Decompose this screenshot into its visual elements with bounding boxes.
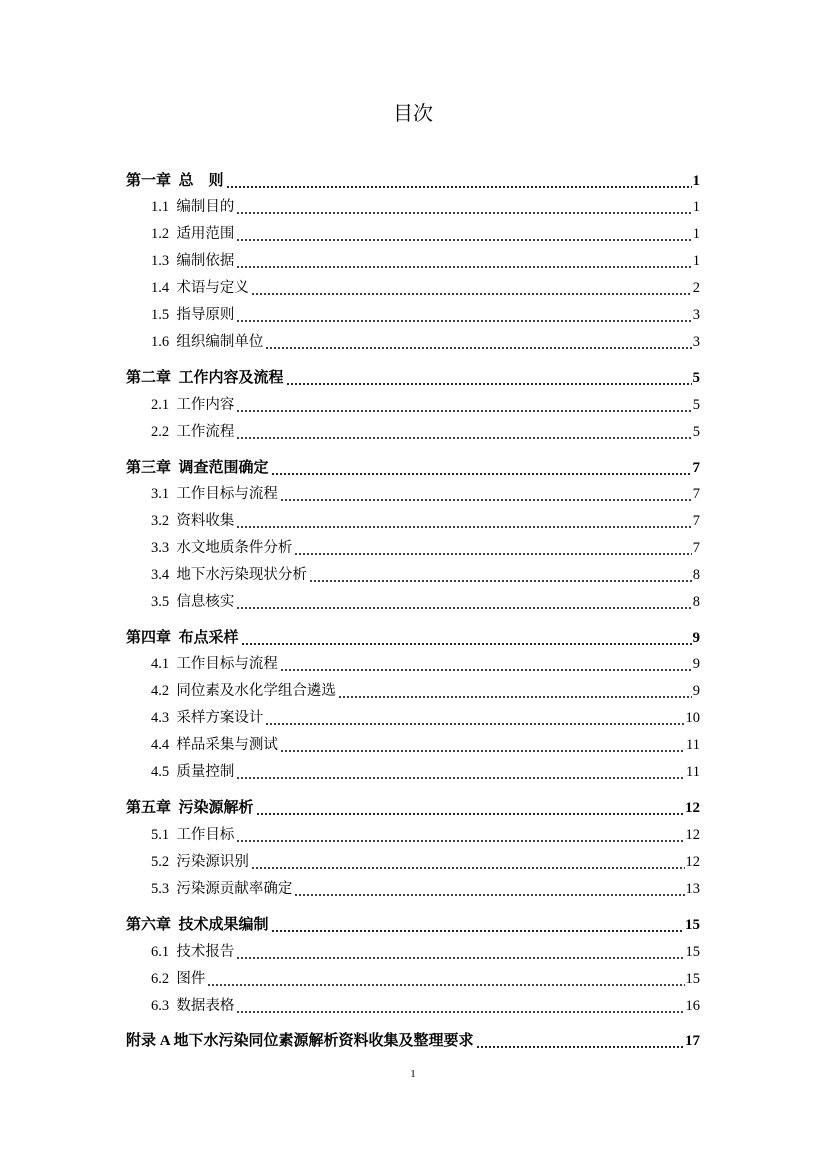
toc-entry-label: 1.2 适用范围 xyxy=(151,226,235,242)
toc-entry-page: 11 xyxy=(686,764,700,780)
toc-section-entry[interactable] xyxy=(0,275,826,297)
toc-entry-page: 9 xyxy=(692,630,700,646)
toc-entry-label: 3.3 水文地质条件分析 xyxy=(151,540,293,556)
toc-dot-leader xyxy=(476,1032,684,1050)
toc-section-entry[interactable] xyxy=(0,876,826,898)
toc-dot-leader xyxy=(236,593,691,611)
toc-entry-page: 15 xyxy=(685,971,700,987)
toc-entry-page: 8 xyxy=(692,567,700,583)
toc-entry-label: 第三章 调查范围确定 xyxy=(126,460,269,476)
toc-section-entry[interactable] xyxy=(0,481,826,503)
toc-section-entry[interactable] xyxy=(0,535,826,557)
toc-dot-leader xyxy=(265,709,684,727)
toc-entry-page: 5 xyxy=(692,370,700,386)
toc-entry-label: 1.5 指导原则 xyxy=(151,307,235,323)
toc-entry-label: 5.3 污染源贡献率确定 xyxy=(151,881,293,897)
toc-section-entry[interactable] xyxy=(0,508,826,530)
toc-section-entry[interactable] xyxy=(0,732,826,754)
toc-dot-leader xyxy=(236,997,684,1015)
toc-entry-page: 1 xyxy=(692,199,700,215)
toc-entry-label: 3.4 地下水污染现状分析 xyxy=(151,567,307,583)
page-title: 目次 xyxy=(393,103,433,125)
toc-section-entry[interactable] xyxy=(0,562,826,584)
toc-dot-leader xyxy=(236,306,691,324)
toc-entry-page: 9 xyxy=(692,656,700,672)
toc-entry-label: 4.2 同位素及水化学组合遴选 xyxy=(151,683,336,699)
toc-section-entry[interactable] xyxy=(0,194,826,216)
toc-entry-page: 5 xyxy=(692,397,700,413)
toc-entry-page: 1 xyxy=(692,173,700,189)
toc-dot-leader xyxy=(286,369,692,387)
toc-section-entry[interactable] xyxy=(0,302,826,324)
toc-dot-leader xyxy=(271,916,684,934)
toc-entry-page: 2 xyxy=(692,280,700,296)
toc-dot-leader xyxy=(271,459,692,477)
toc-entry-label: 6.2 图件 xyxy=(151,971,206,987)
toc-dot-leader xyxy=(280,655,692,673)
toc-entry-page: 7 xyxy=(692,540,700,556)
toc-entry-label: 5.1 工作目标 xyxy=(151,827,235,843)
toc-dot-leader xyxy=(236,225,691,243)
toc-dot-leader xyxy=(241,629,692,647)
toc-entry-page: 3 xyxy=(692,307,700,323)
toc-chapter-entry[interactable] xyxy=(0,365,826,387)
toc-chapter-entry[interactable] xyxy=(0,168,826,190)
toc-chapter-entry[interactable] xyxy=(0,1028,826,1050)
toc-dot-leader xyxy=(256,799,684,817)
toc-dot-leader xyxy=(294,539,691,557)
toc-entry-label: 第一章 总 则 xyxy=(126,173,224,189)
toc-entry-label: 3.5 信息核实 xyxy=(151,594,235,610)
toc-entry-page: 9 xyxy=(692,683,700,699)
toc-dot-leader xyxy=(251,279,692,297)
toc-chapter-entry[interactable] xyxy=(0,795,826,817)
toc-entry-label: 4.5 质量控制 xyxy=(151,764,235,780)
toc-entry-label: 第四章 布点采样 xyxy=(126,630,239,646)
toc-dot-leader xyxy=(226,172,692,190)
toc-dot-leader xyxy=(236,943,684,961)
toc-entry-page: 12 xyxy=(685,827,700,843)
toc-section-entry[interactable] xyxy=(0,966,826,988)
toc-dot-leader xyxy=(207,970,684,988)
toc-entry-page: 7 xyxy=(692,486,700,502)
toc-section-entry[interactable] xyxy=(0,651,826,673)
toc-section-entry[interactable] xyxy=(0,939,826,961)
toc-section-entry[interactable] xyxy=(0,993,826,1015)
toc-section-entry[interactable] xyxy=(0,849,826,871)
toc-entry-label: 第五章 污染源解析 xyxy=(126,800,254,816)
toc-section-entry[interactable] xyxy=(0,392,826,414)
toc-entry-page: 7 xyxy=(692,460,700,476)
toc-entry-label: 3.1 工作目标与流程 xyxy=(151,486,278,502)
toc-dot-leader xyxy=(236,198,691,216)
toc-section-entry[interactable] xyxy=(0,759,826,781)
toc-section-entry[interactable] xyxy=(0,221,826,243)
toc-entry-label: 1.6 组织编制单位 xyxy=(151,334,264,350)
toc-section-entry[interactable] xyxy=(0,822,826,844)
toc-entry-page: 3 xyxy=(692,334,700,350)
toc-entry-label: 2.2 工作流程 xyxy=(151,424,235,440)
toc-dot-leader xyxy=(236,826,684,844)
toc-dot-leader xyxy=(251,853,685,871)
toc-entry-page: 12 xyxy=(685,800,700,816)
toc-dot-leader xyxy=(236,512,691,530)
toc-entry-page: 7 xyxy=(692,513,700,529)
toc-entry-label: 2.1 工作内容 xyxy=(151,397,235,413)
toc-section-entry[interactable] xyxy=(0,678,826,700)
toc-entry-label: 1.3 编制依据 xyxy=(151,253,235,269)
toc-entry-label: 4.1 工作目标与流程 xyxy=(151,656,278,672)
toc-entry-page: 5 xyxy=(692,424,700,440)
toc-entry-label: 1.1 编制目的 xyxy=(151,199,235,215)
toc-section-entry[interactable] xyxy=(0,589,826,611)
toc-dot-leader xyxy=(280,736,685,754)
toc-dot-leader xyxy=(236,396,691,414)
toc-entry-label: 1.4 术语与定义 xyxy=(151,280,249,296)
toc-entry-label: 第六章 技术成果编制 xyxy=(126,917,269,933)
toc-section-entry[interactable] xyxy=(0,329,826,351)
toc-entry-label: 4.3 采样方案设计 xyxy=(151,710,264,726)
toc-dot-leader xyxy=(338,682,692,700)
toc-entry-label: 6.1 技术报告 xyxy=(151,944,235,960)
toc-entry-page: 12 xyxy=(685,854,700,870)
toc-dot-leader xyxy=(236,423,691,441)
toc-chapter-entry[interactable] xyxy=(0,455,826,477)
toc-entry-label: 3.2 资料收集 xyxy=(151,513,235,529)
toc-dot-leader xyxy=(236,252,691,270)
toc-section-entry[interactable] xyxy=(0,248,826,270)
toc-entry-page: 1 xyxy=(692,253,700,269)
toc-entry-page: 1 xyxy=(692,226,700,242)
toc-entry-label: 6.3 数据表格 xyxy=(151,998,235,1014)
toc-entry-label: 第二章 工作内容及流程 xyxy=(126,370,284,386)
toc-entry-label: 4.4 样品采集与测试 xyxy=(151,737,278,753)
toc-entry-page: 10 xyxy=(685,710,700,726)
toc-dot-leader xyxy=(280,485,692,503)
toc-dot-leader xyxy=(265,333,691,351)
toc-entry-page: 8 xyxy=(692,594,700,610)
toc-chapter-entry[interactable] xyxy=(0,912,826,934)
toc-entry-page: 13 xyxy=(685,881,700,897)
toc-entry-page: 17 xyxy=(685,1033,700,1049)
toc-entry-page: 15 xyxy=(685,917,700,933)
toc-section-entry[interactable] xyxy=(0,419,826,441)
toc-dot-leader xyxy=(236,763,685,781)
toc-dot-leader xyxy=(309,566,692,584)
toc-entry-label: 附录 A 地下水污染同位素源解析资料收集及整理要求 xyxy=(126,1033,474,1049)
toc-entry-page: 16 xyxy=(685,998,700,1014)
toc-entry-page: 15 xyxy=(685,944,700,960)
toc-dot-leader xyxy=(294,880,684,898)
toc-section-entry[interactable] xyxy=(0,705,826,727)
page-number: 1 xyxy=(410,1068,416,1080)
toc-entry-label: 5.2 污染源识别 xyxy=(151,854,249,870)
toc-entry-page: 11 xyxy=(686,737,700,753)
toc-chapter-entry[interactable] xyxy=(0,625,826,647)
